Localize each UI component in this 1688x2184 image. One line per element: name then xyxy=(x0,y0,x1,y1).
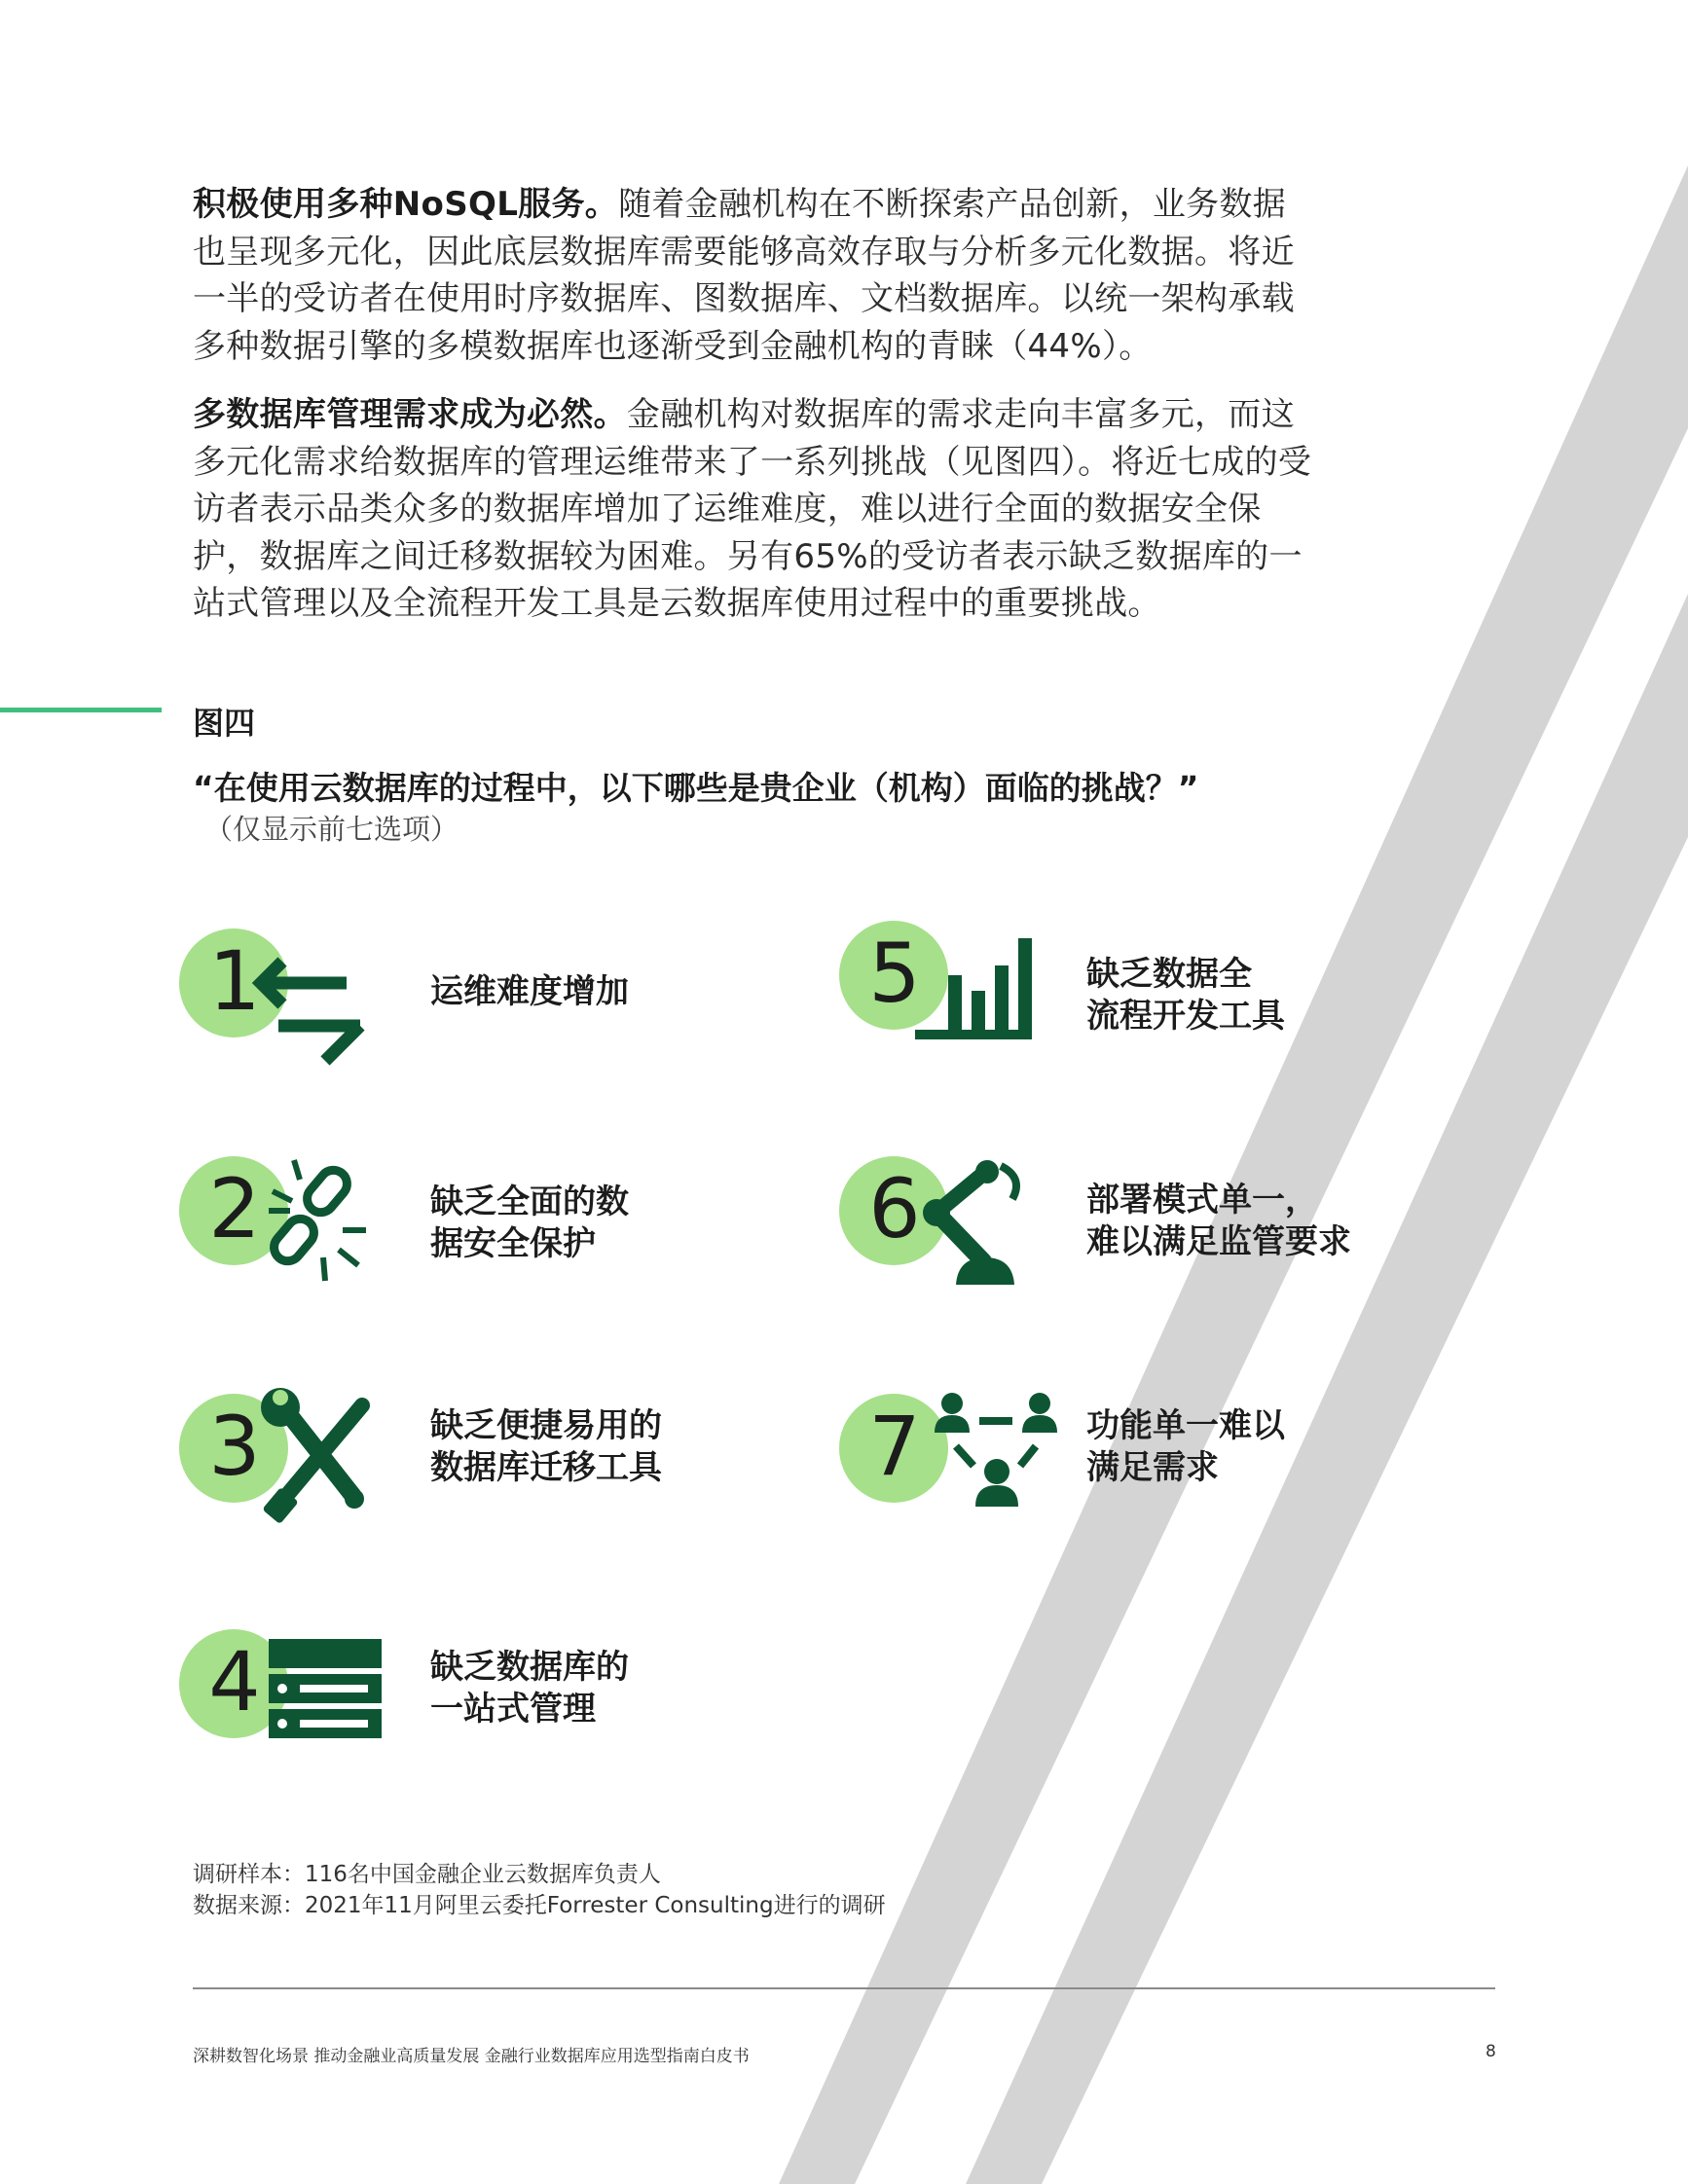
challenge-label-7-line1: 功能单一难以 xyxy=(1086,1406,1285,1445)
source-origin: 数据来源：2021年11月阿里云委托Forrester Consulting进行的调研 xyxy=(193,1893,886,1918)
challenge-label-3-line1: 缺乏便捷易用的 xyxy=(430,1406,662,1445)
challenge-label-6-line2: 难以满足监管要求 xyxy=(1086,1222,1351,1261)
source-sample: 调研样本：116名中国金融企业云数据库负责人 xyxy=(193,1862,661,1887)
paragraph-multi-db-text: 金融机构对数据库的需求走向丰富多元，而这多元化需求给数据库的管理运维带来了一系列挑战（见图四）。将近七成的受访者表示品类众多的数据库增加了运维难度，难以进行全面的数据安全保护，数据库之间迁移数据较为困难。另有65%的受访者表示缺乏数据库的一站式管理以及全流程开发工具是云数据库使用过程中的重要挑战。 xyxy=(193,395,1312,623)
figure-note: （仅显示前七选项） xyxy=(204,813,459,846)
paragraph-multi-db-lead: 多数据库管理需求成为必然。 xyxy=(193,395,627,434)
challenge-label-2-line2: 据安全保护 xyxy=(430,1224,596,1263)
challenge-number-2: 2 xyxy=(208,1161,261,1256)
challenge-label-4-line2: 一站式管理 xyxy=(430,1690,596,1729)
challenge-label-1 xyxy=(430,971,629,1013)
paragraph-nosql-text: 随着金融机构在不断探索产品创新，业务数据也呈现多元化，因此底层数据库需要能够高效存取与分析多元化数据。将近一半的受访者在使用时序数据库、图数据库、文档数据库。以统一架构承载多种数据引擎的多模数据库也逐渐受到金融机构的青睐（44%）。 xyxy=(193,185,1295,366)
challenge-number-6: 6 xyxy=(868,1161,921,1256)
challenge-item-4 xyxy=(179,1629,666,1765)
challenge-label-1-line1: 运维难度增加 xyxy=(430,972,629,1011)
challenge-number-3: 3 xyxy=(208,1399,261,1494)
footer-title: 深耕数智化场景 推动金融业高质量发展 金融行业数据库应用选型指南白皮书 xyxy=(193,2047,750,2066)
challenge-item-2 xyxy=(179,1156,666,1292)
challenge-item-6 xyxy=(839,1156,1384,1292)
challenge-label-2-line1: 缺乏全面的数 xyxy=(430,1183,629,1221)
challenge-label-5-line1: 缺乏数据全 xyxy=(1086,955,1252,994)
figure-label: 图四 xyxy=(193,705,256,742)
page-number: 8 xyxy=(1486,2042,1496,2061)
challenge-label-2 xyxy=(430,1182,629,1265)
challenge-item-7 xyxy=(839,1394,1345,1530)
figure-accent-line xyxy=(0,708,162,712)
challenge-label-7 xyxy=(1086,1405,1285,1489)
challenge-label-3-line2: 数据库迁移工具 xyxy=(430,1448,662,1487)
challenge-number-5: 5 xyxy=(868,926,921,1021)
challenge-item-3 xyxy=(179,1394,666,1530)
challenge-label-5 xyxy=(1086,954,1285,1037)
figure-question: “在使用云数据库的过程中，以下哪些是贵企业（机构）面临的挑战？” xyxy=(193,769,1199,807)
challenge-label-6 xyxy=(1086,1180,1351,1263)
source-notes xyxy=(193,1859,886,1921)
paragraph-nosql xyxy=(193,181,1312,370)
challenge-number-4: 4 xyxy=(208,1634,261,1729)
challenge-label-5-line2: 流程开发工具 xyxy=(1086,997,1285,1036)
challenge-item-1 xyxy=(179,928,666,1065)
footer-divider xyxy=(193,1987,1495,1989)
challenge-label-3 xyxy=(430,1405,662,1489)
challenge-number-7: 7 xyxy=(868,1399,921,1494)
challenge-label-7-line2: 满足需求 xyxy=(1086,1448,1219,1487)
challenge-label-4-line1: 缺乏数据库的 xyxy=(430,1648,629,1687)
challenge-item-5 xyxy=(839,921,1345,1057)
challenge-number-1: 1 xyxy=(208,933,261,1029)
paragraph-multi-db xyxy=(193,391,1312,628)
paragraph-nosql-lead: 积极使用多种NoSQL服务。 xyxy=(193,185,619,224)
challenge-label-4 xyxy=(430,1647,629,1730)
challenge-label-6-line1: 部署模式单一， xyxy=(1086,1181,1318,1219)
